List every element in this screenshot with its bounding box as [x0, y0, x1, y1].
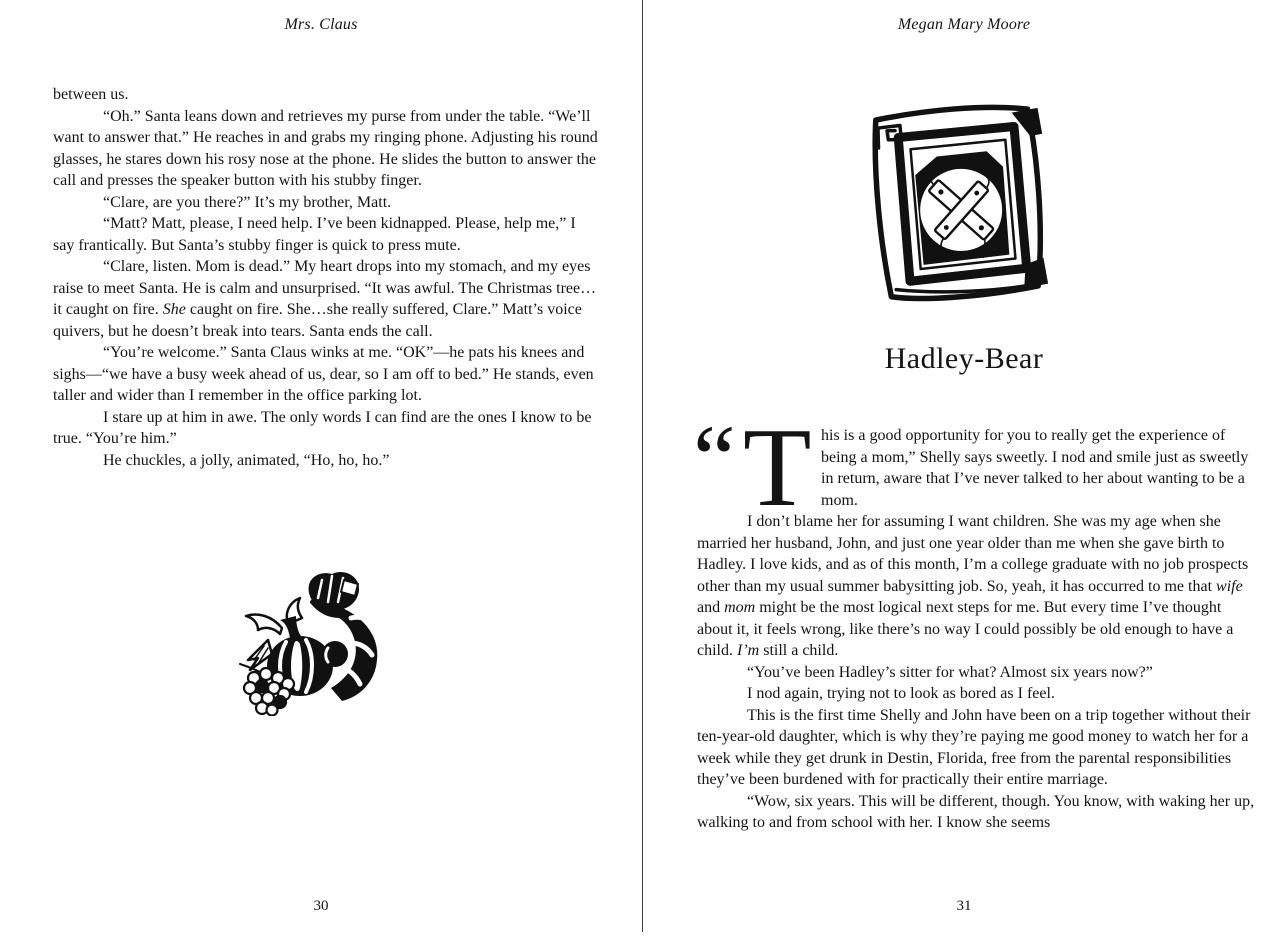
page-number-left: 30 [313, 898, 329, 914]
body-text-left [53, 84, 598, 471]
chapter-ornament-illustration [858, 100, 1058, 308]
paragraph: I nod again, trying not to look as bored as I feel. [747, 685, 1055, 702]
cornucopia-illustration [238, 568, 398, 716]
paragraph: “Clare, are you there?” It’s my brother, Matt. [103, 193, 392, 211]
ornament-frame [874, 106, 1048, 300]
paragraph: “Clare, listen. Mom is dead.” My heart drops into my stomach, and my eyes raise to meet Santa. He is calm and unsurprised. “It was awful. The Christmas tree…it caught on fire. She caught on fire. She…she really suffered, Clare.” Matt’s voice quivers, but he doesn’t break into tears. Santa ends the call. [53, 258, 597, 340]
paragraph: “Matt? Matt, please, I need help. I’ve been kidnapped. Please, help me,” I say frantically. But Santa’s stubby finger is quick to press mute. [53, 215, 576, 254]
page-left [0, 0, 642, 943]
paragraph: This is the first time Shelly and John have been on a trip together without their ten-year-old daughter, which is why they’re paying me good money to watch her for a week while they get drunk in Destin, Florida, free from the parental responsibilities they’ve been burdened with for practically their entire marriage. [697, 706, 1251, 788]
running-head-right: Megan Mary Moore [897, 16, 1031, 33]
body-text-right [693, 405, 1260, 834]
paragraph: I stare up at him in awe. The only words I can find are the ones I know to be true. “You’re him.” [53, 408, 592, 447]
paragraph: between us. [53, 86, 129, 103]
drop-cap-box [693, 405, 821, 530]
paragraph: “You’ve been Hadley’s sitter for what? Almost six years now?” [747, 663, 1153, 681]
paragraph: “Wow, six years. This will be different, though. You know, with waking her up, walking to and from school with her. I know she seems [697, 792, 1255, 831]
cornucopia-group [240, 572, 377, 716]
page-right [643, 0, 1285, 943]
drop-cap-paragraph [693, 405, 1260, 530]
paragraph: I don’t blame her for assuming I want children. She was my age when she married her husband, John, and just one year older than me when she gave birth to Hadley. I love kids, and as of this month, I’m a college graduate with no job prospects other than my usual summer babysitting job. So, yeah, it has occurred to me that wife and mom might be the most logical next steps for me. But every time I’ve thought about it, it feels wrong, like there’s no way I could possibly be old enough to have a child. I’m still a child. [697, 513, 1249, 659]
paragraph: “Oh.” Santa leans down and retrieves my purse from under the table. “We’ll want to answer that.” He reaches in and grabs my ringing phone. Adjusting his round glasses, he stares down his rosy nose at the phone. He slides the button to answer the call and presses the speaker button with his stubby finger. [53, 107, 598, 189]
paragraph: He chuckles, a jolly, animated, “Ho, ho, ho.” [103, 451, 390, 469]
running-head-left: Mrs. Claus [284, 16, 358, 33]
paragraph: “You’re welcome.” Santa Claus winks at me. “OK”—he pats his knees and sighs—“we have a busy week ahead of us, dear, so I am off to bed.” He stands, even taller and wider than I remember in the office parking lot. [53, 344, 594, 404]
drop-cap-open-quote: “ [693, 405, 736, 512]
drop-cap-text: his is a good opportunity for you to really get the experience of being a mom,” Shelly says sweetly. I nod and smile just as sweetly in return, aware that I’ve never talked to her about wanting to be a mom. [821, 427, 1249, 509]
chapter-title: Hadley-Bear [884, 342, 1044, 375]
page-number-right: 31 [956, 898, 972, 914]
drop-cap-letter: T [743, 406, 812, 530]
